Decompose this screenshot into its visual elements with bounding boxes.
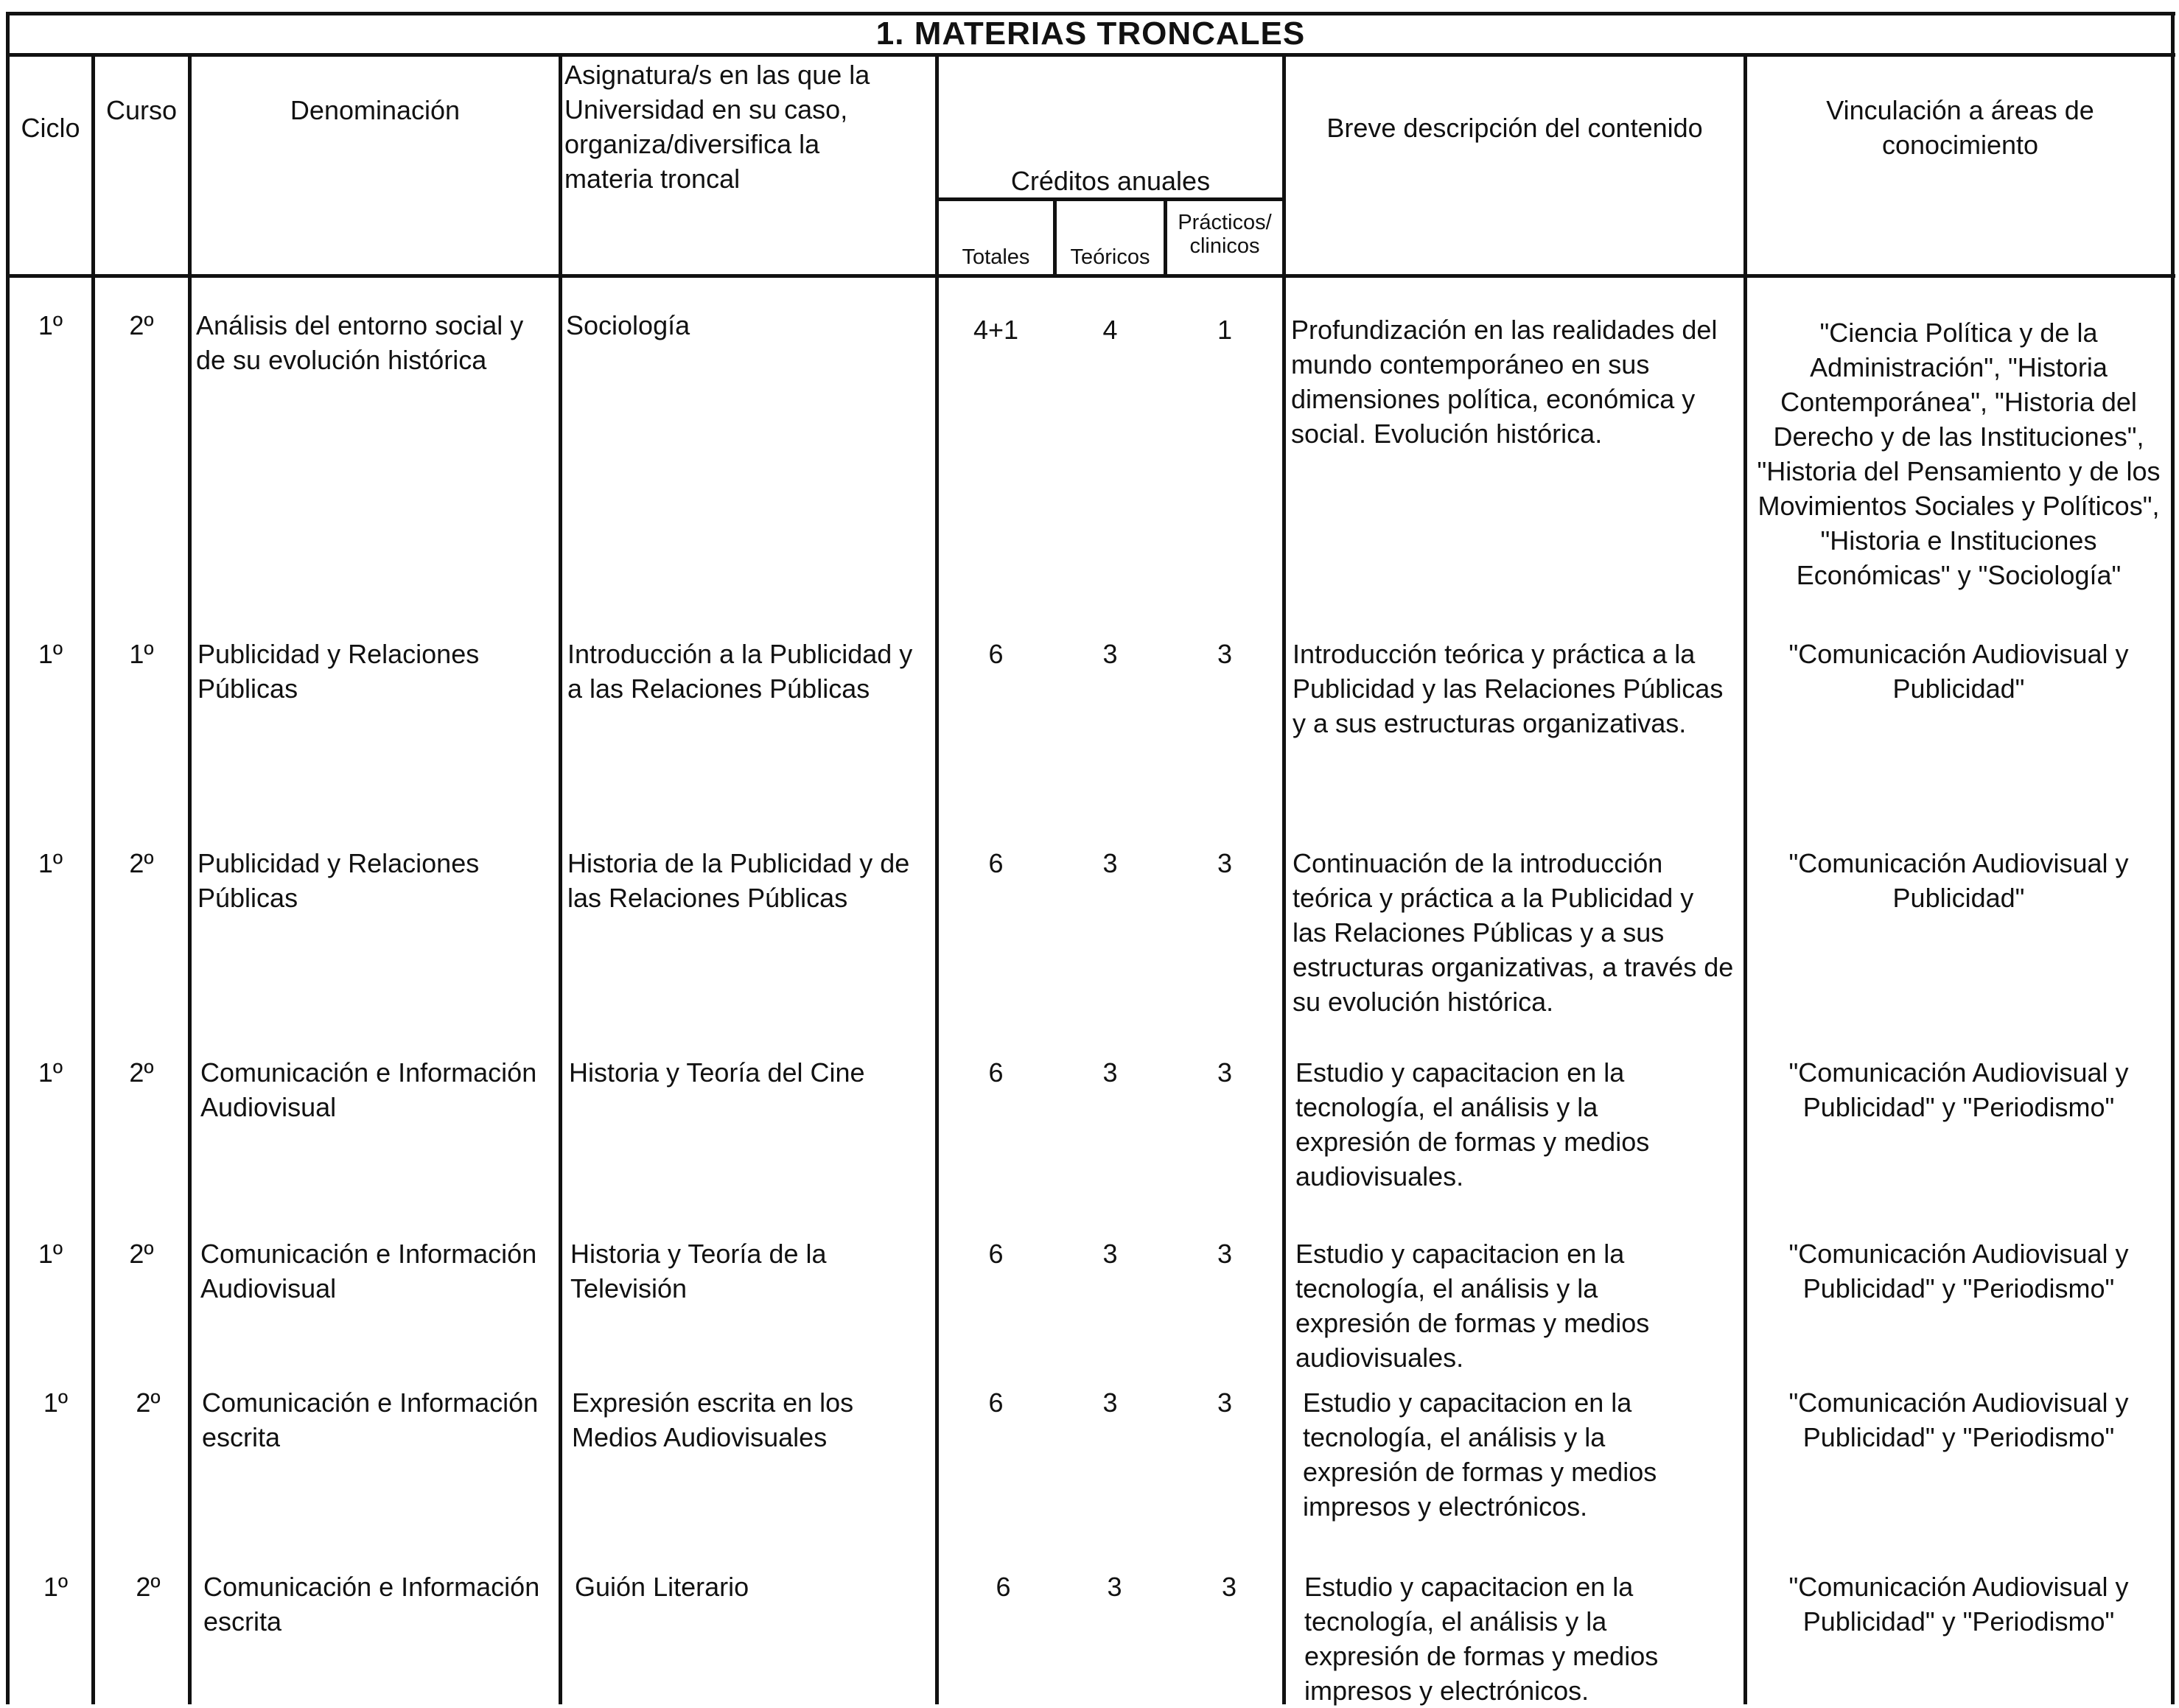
row2-denominacion: Publicidad y Relaciones Públicas bbox=[197, 639, 480, 704]
row7-ciclo: 1º bbox=[43, 1572, 69, 1602]
row2-totales: 6 bbox=[988, 639, 1004, 669]
row2-descripcion: Introducción teórica y práctica a la Publicidad y las Relaciones Públicas y a sus estructuras organizativas. bbox=[1293, 639, 1724, 738]
col-divider-asignatura bbox=[559, 53, 562, 1704]
row4-ciclo: 1º bbox=[38, 1057, 63, 1088]
row2-vinculacion: "Comunicación Audiovisual y Publicidad" bbox=[1788, 639, 2129, 704]
header-curso: Curso bbox=[105, 95, 178, 125]
row6-teoricos: 3 bbox=[1102, 1387, 1118, 1418]
row4-practicos: 3 bbox=[1217, 1057, 1233, 1088]
row2-curso: 1º bbox=[129, 639, 154, 669]
row7-curso: 2º bbox=[136, 1572, 161, 1602]
row4-totales: 6 bbox=[988, 1057, 1004, 1088]
header-ciclo: Ciclo bbox=[21, 113, 80, 143]
row5-descripcion: Estudio y capacitacion en la tecnología, el análisis y la expresión de formas y medios audiovisuales. bbox=[1295, 1239, 1650, 1373]
header-denominacion: Denominación bbox=[290, 95, 461, 125]
row1-teoricos: 4 bbox=[1102, 315, 1118, 345]
row3-practicos: 3 bbox=[1217, 848, 1233, 878]
row5-asignatura: Historia y Teoría de la Televisión bbox=[570, 1239, 827, 1303]
row7-asignatura: Guión Literario bbox=[575, 1572, 749, 1602]
header-teoricos: Teóricos bbox=[1070, 245, 1150, 269]
row4-denominacion: Comunicación e Información Audiovisual bbox=[200, 1057, 537, 1122]
row4-vinculacion: "Comunicación Audiovisual y Publicidad" y "Periodismo" bbox=[1788, 1057, 2129, 1122]
row2-asignatura: Introducción a la Publicidad y a las Relaciones Públicas bbox=[567, 639, 913, 704]
row7-totales: 6 bbox=[996, 1572, 1011, 1602]
header-descripcion: Breve descripción del contenido bbox=[1326, 113, 1703, 143]
row6-totales: 6 bbox=[988, 1387, 1004, 1418]
table-right-border bbox=[2171, 12, 2175, 1704]
row6-asignatura: Expresión escrita en los Medios Audiovisuales bbox=[572, 1387, 854, 1452]
row4-asignatura: Historia y Teoría del Cine bbox=[569, 1057, 865, 1088]
table-title: 1. MATERIAS TRONCALES bbox=[875, 15, 1306, 52]
row2-practicos: 3 bbox=[1217, 639, 1233, 669]
row2-teoricos: 3 bbox=[1102, 639, 1118, 669]
row6-ciclo: 1º bbox=[43, 1387, 69, 1418]
row5-denominacion: Comunicación e Información Audiovisual bbox=[200, 1239, 537, 1303]
header-totales: Totales bbox=[962, 245, 1030, 269]
header-asignatura: Asignatura/s en las que la Universidad en su caso, organiza/diversifica la materia troncal bbox=[564, 60, 870, 194]
col-divider-denominacion bbox=[188, 53, 192, 1704]
row5-totales: 6 bbox=[988, 1239, 1004, 1269]
row4-teoricos: 3 bbox=[1102, 1057, 1118, 1088]
row3-totales: 6 bbox=[988, 848, 1004, 878]
row1-practicos: 1 bbox=[1217, 315, 1233, 345]
row1-descripcion: Profundización en las realidades del mundo contemporáneo en sus dimensiones política, económica y social. Evolución histórica. bbox=[1291, 315, 1718, 449]
row2-ciclo: 1º bbox=[38, 639, 63, 669]
row3-vinculacion: "Comunicación Audiovisual y Publicidad" bbox=[1788, 848, 2129, 913]
row7-teoricos: 3 bbox=[1107, 1572, 1122, 1602]
row7-vinculacion: "Comunicación Audiovisual y Publicidad" y "Periodismo" bbox=[1788, 1572, 2129, 1637]
row1-vinculacion: "Ciencia Política y de la Administración", "Historia Contemporánea", "Historia del Derecho y de las Instituciones", "Historia del Pensamiento y de los Movimientos Sociales y Políticos", "Historia e Instituciones Económicas" y "Sociología" bbox=[1757, 318, 2161, 590]
col-divider-vinculacion bbox=[1743, 53, 1747, 1704]
row5-practicos: 3 bbox=[1217, 1239, 1233, 1269]
row7-practicos: 3 bbox=[1221, 1572, 1237, 1602]
row5-vinculacion: "Comunicación Audiovisual y Publicidad" y "Periodismo" bbox=[1788, 1239, 2129, 1303]
row7-descripcion: Estudio y capacitacion en la tecnología, el análisis y la expresión de formas y medios impresos y electrónicos. bbox=[1304, 1572, 1659, 1706]
row3-descripcion: Continuación de la introducción teórica y práctica a la Publicidad y las Relaciones Públicas y a sus estructuras organizativas, a través de su evolución histórica. bbox=[1293, 848, 1734, 1017]
row3-ciclo: 1º bbox=[38, 848, 63, 878]
row1-asignatura: Sociología bbox=[566, 310, 690, 340]
row7-denominacion: Comunicación e Información escrita bbox=[203, 1572, 540, 1637]
row3-teoricos: 3 bbox=[1102, 848, 1118, 878]
row6-curso: 2º bbox=[136, 1387, 161, 1418]
row4-descripcion: Estudio y capacitacion en la tecnología, el análisis y la expresión de formas y medios audiovisuales. bbox=[1295, 1057, 1650, 1191]
row3-curso: 2º bbox=[129, 848, 154, 878]
row3-asignatura: Historia de la Publicidad y de las Relaciones Públicas bbox=[567, 848, 910, 913]
header-creditos-anuales: Créditos anuales bbox=[1010, 166, 1211, 196]
row1-ciclo: 1º bbox=[38, 310, 63, 340]
row5-teoricos: 3 bbox=[1102, 1239, 1118, 1269]
row3-denominacion: Publicidad y Relaciones Públicas bbox=[197, 848, 480, 913]
header-bottom-border bbox=[6, 274, 2175, 278]
row1-curso: 2º bbox=[129, 310, 154, 340]
row1-totales: 4+1 bbox=[973, 315, 1019, 345]
row1-denominacion: Análisis del entorno social y de su evolución histórica bbox=[196, 310, 524, 375]
header-vinculacion: Vinculación a áreas de conocimiento bbox=[1826, 95, 2094, 160]
col-divider-descripcion bbox=[1282, 53, 1286, 1704]
row5-curso: 2º bbox=[129, 1239, 154, 1269]
row6-practicos: 3 bbox=[1217, 1387, 1233, 1418]
row6-vinculacion: "Comunicación Audiovisual y Publicidad" y "Periodismo" bbox=[1788, 1387, 2129, 1452]
row6-descripcion: Estudio y capacitacion en la tecnología, el análisis y la expresión de formas y medios impresos y electrónicos. bbox=[1303, 1387, 1657, 1522]
row6-denominacion: Comunicación e Información escrita bbox=[202, 1387, 539, 1452]
row4-curso: 2º bbox=[129, 1057, 154, 1088]
row5-ciclo: 1º bbox=[38, 1239, 63, 1269]
header-practicos: Prácticos/ clinicos bbox=[1178, 211, 1272, 258]
